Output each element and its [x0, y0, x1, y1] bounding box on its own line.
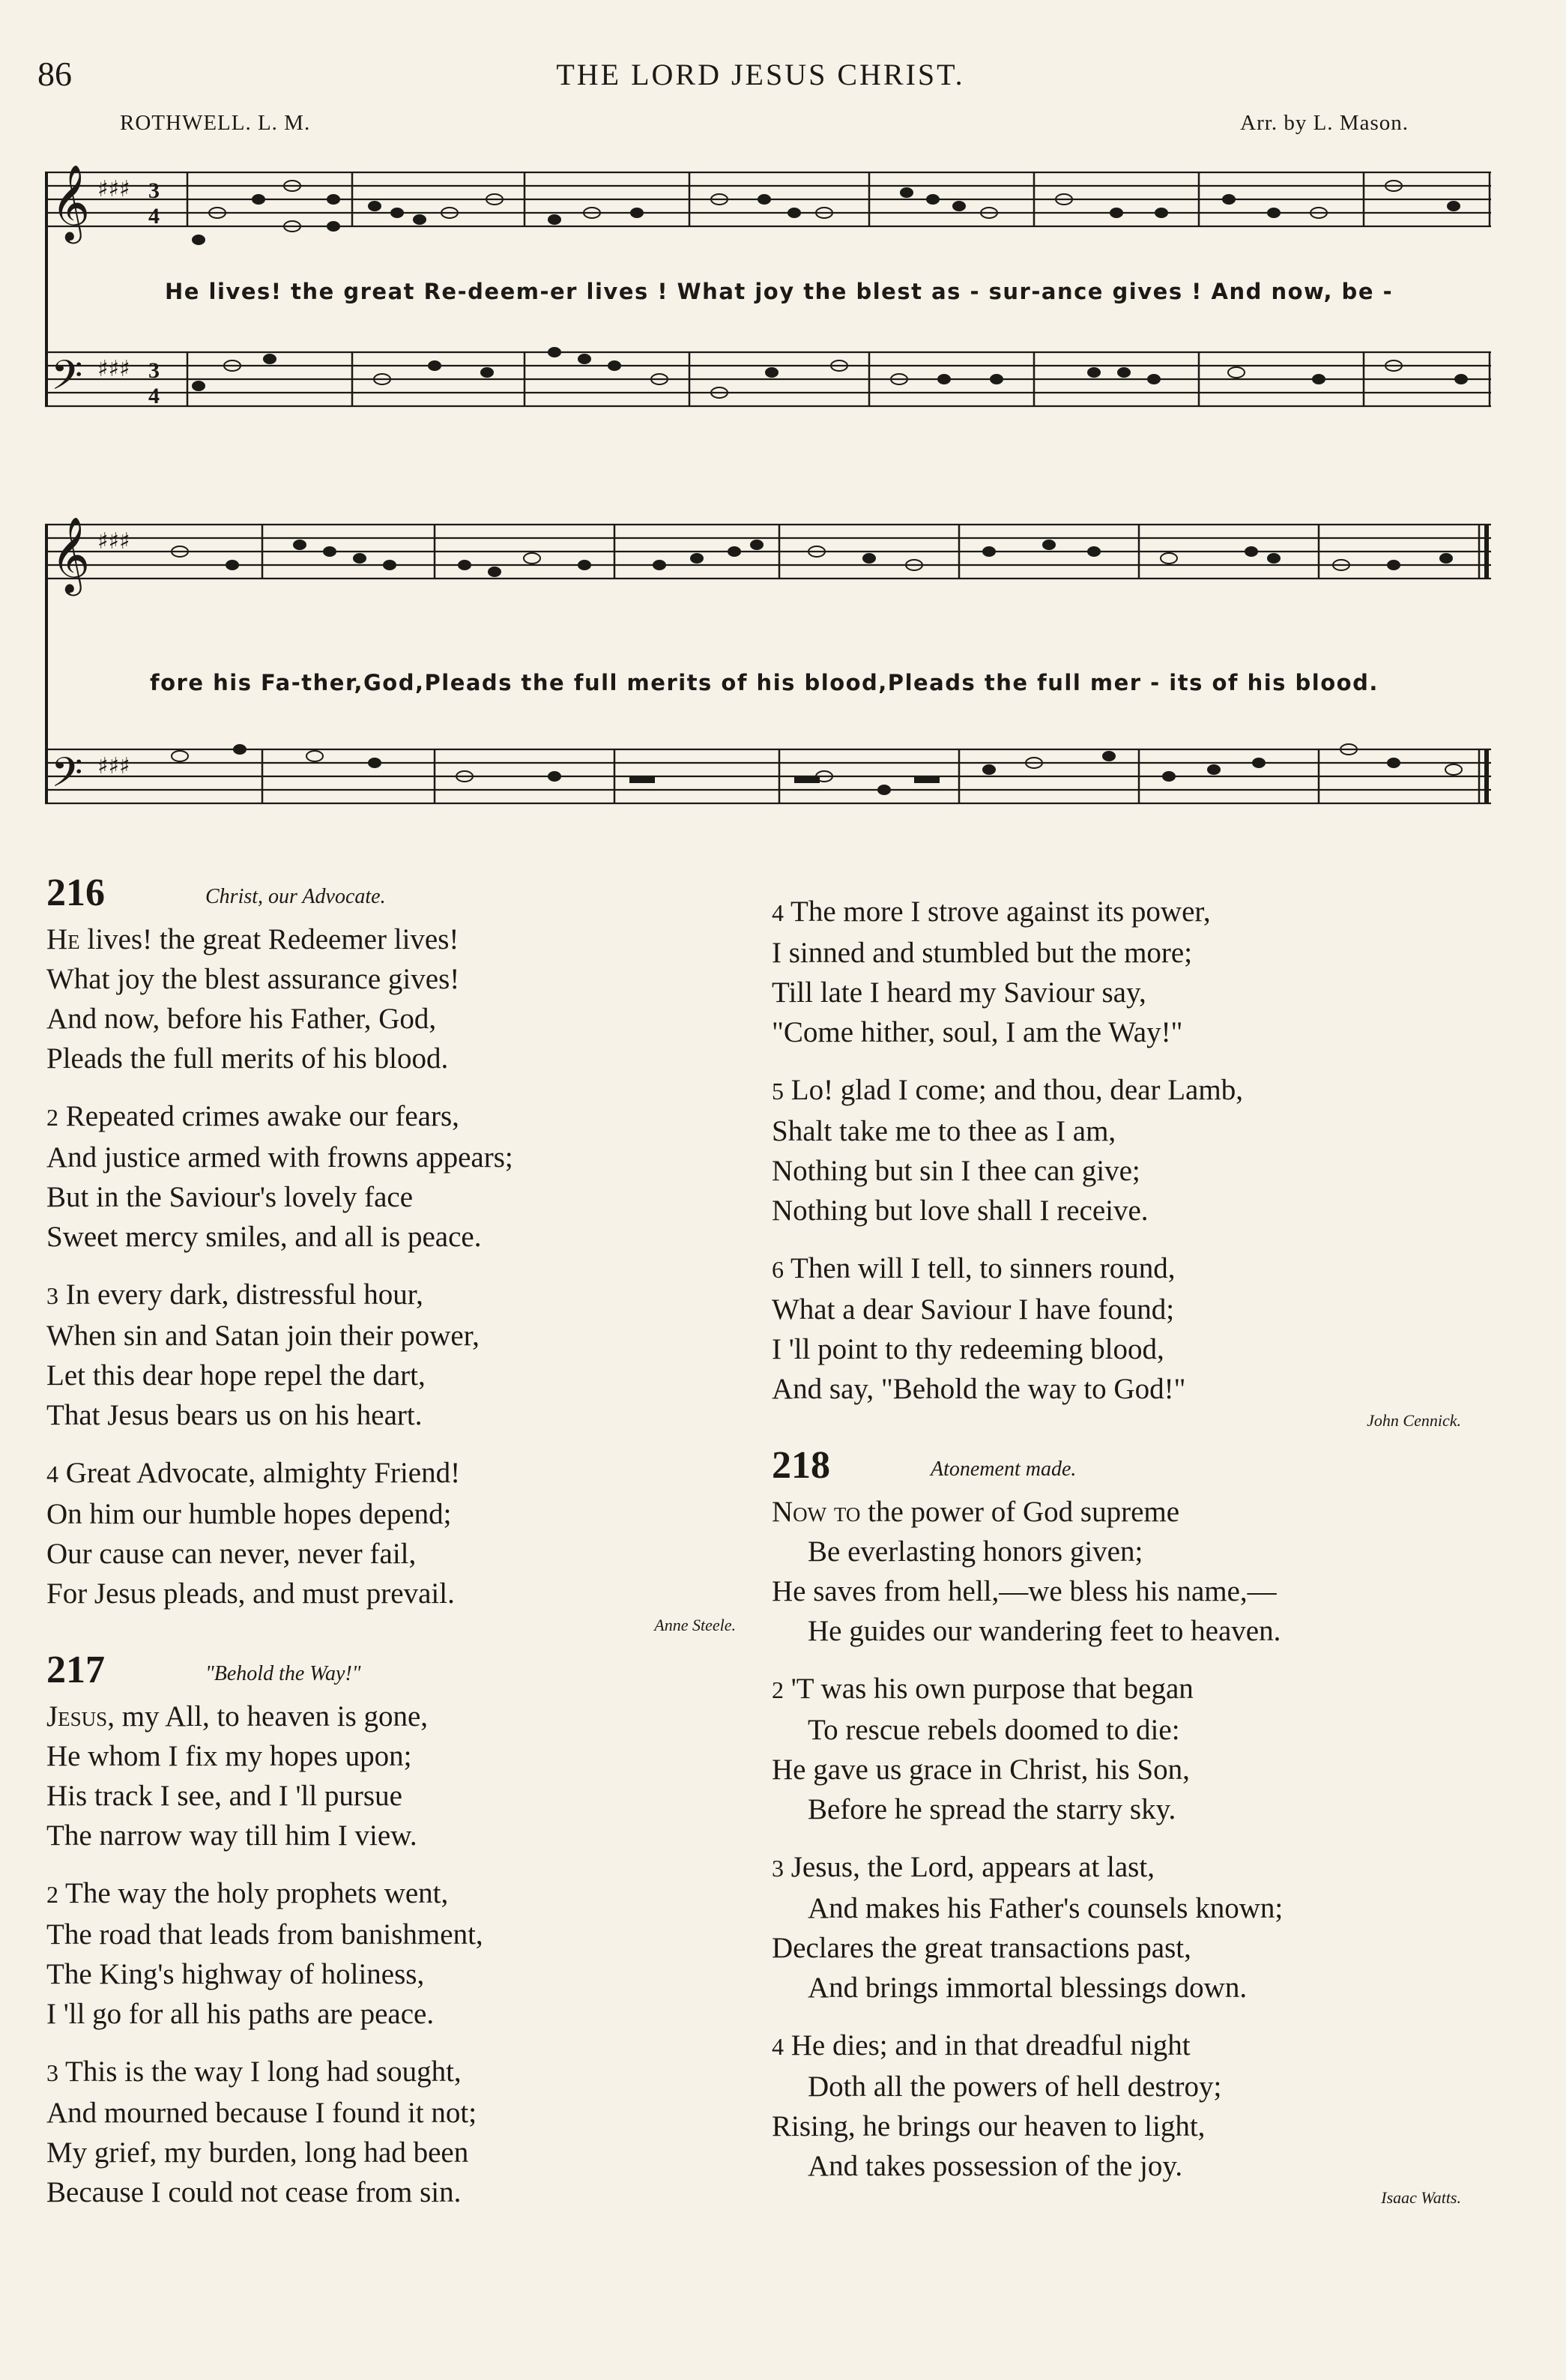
stanza-number: 5: [772, 1078, 784, 1105]
bass-clef-icon: 𝄢: [51, 351, 83, 409]
verse-line: The road that leads from banishment,: [46, 1918, 483, 1951]
hymn-number: 217: [46, 1648, 105, 1691]
verse-line: [772, 1070, 1476, 1111]
stanza: [46, 1697, 751, 1855]
line-text: Great Advocate, almighty Friend!: [65, 1456, 461, 1489]
line-text: In every dark, distressful hour,: [65, 1278, 423, 1311]
bass-staff-1: [45, 352, 1491, 406]
time-signature-icon: 3: [148, 358, 160, 383]
first-word: He: [46, 922, 80, 955]
line-text: The more I strove against its power,: [790, 895, 1211, 928]
verse-line: And justice armed with frowns appears;: [46, 1141, 513, 1174]
tune-name: ROTHWELL. L. M.: [120, 111, 311, 135]
verse-line: Shalt take me to thee as I am,: [772, 1115, 1116, 1147]
notes-treble-2: [172, 540, 1452, 576]
line-text: my All, to heaven is gone,: [121, 1700, 429, 1733]
verse-line: [46, 1096, 751, 1138]
verse-line: "Come hither, soul, I am the Way!": [772, 1016, 1183, 1048]
verse-line: [772, 2026, 1476, 2067]
verse-line: [46, 919, 751, 959]
verse-line: [46, 1275, 751, 1316]
key-signature-icon: ♯♯♯: [97, 528, 130, 555]
verse-line: For Jesus pleads, and must prevail.: [46, 1577, 455, 1610]
verse-line: Be everlasting honors given;: [808, 1535, 1143, 1568]
verse-line: [772, 1248, 1476, 1290]
verse-line: [46, 1873, 751, 1915]
verse-line: What joy the blest assurance gives!: [46, 962, 460, 995]
verse-line: And brings immortal blessings down.: [808, 1971, 1248, 2004]
time-signature-icon: 3: [148, 178, 160, 203]
stanza: [772, 1248, 1476, 1409]
time-signature-icon: 4: [148, 384, 160, 408]
line-text: Jesus, the Lord, appears at last,: [790, 1850, 1155, 1883]
stanza: [46, 1275, 751, 1435]
stanza: [46, 1453, 751, 1613]
stanza-number: 4: [46, 1460, 58, 1488]
verse-line: And now, before his Father, God,: [46, 1002, 437, 1035]
stanza: [772, 1070, 1476, 1230]
verse-line: [46, 1453, 751, 1494]
verse-line: Till late I heard my Saviour say,: [772, 976, 1146, 1009]
arranger: Arr. by L. Mason.: [1240, 111, 1409, 135]
verse-line: When sin and Satan join their power,: [46, 1319, 480, 1352]
verse-line: [772, 1847, 1476, 1888]
first-word: Jesus,: [46, 1700, 115, 1733]
verse-line: Nothing but love shall I receive.: [772, 1194, 1149, 1227]
verse-line: [772, 1492, 1476, 1532]
verse-line: My grief, my burden, long had been: [46, 2136, 469, 2169]
verse-line: I 'll go for all his paths are peace.: [46, 1997, 435, 2030]
verse-line: Let this dear hope repel the dart,: [46, 1359, 426, 1392]
key-signature-icon: ♯♯♯: [97, 176, 130, 202]
verse-line: He whom I fix my hopes upon;: [46, 1739, 412, 1772]
hymn-title: "Behold the Way!": [205, 1661, 361, 1685]
stanza: [772, 892, 1476, 1052]
verse-line: To rescue rebels doomed to die:: [808, 1713, 1180, 1746]
hymn-title: Atonement made.: [931, 1457, 1077, 1481]
line-text: 'T was his own purpose that began: [790, 1672, 1194, 1705]
right-column: [772, 892, 1476, 2220]
stanza-number: 4: [772, 2032, 784, 2060]
stanza: [46, 919, 751, 1078]
verse-line: But in the Saviour's lovely face: [46, 1180, 414, 1213]
first-word: Now to: [772, 1495, 861, 1528]
hymn-number: 218: [772, 1444, 830, 1487]
stanza: [772, 1847, 1476, 2008]
verse-line: Because I could not cease from sin.: [46, 2175, 462, 2208]
stanza: [46, 1096, 751, 1257]
line-text: This is the way I long had sought,: [65, 2055, 462, 2088]
notes-bass-1: [193, 348, 1467, 398]
barlines-2: [262, 525, 1487, 803]
treble-clef-icon: 𝄞: [51, 516, 91, 593]
running-title: THE LORD JESUS CHRIST.: [556, 58, 965, 91]
verse-line: [46, 1697, 751, 1736]
page-number: 86: [37, 55, 72, 93]
verse-line: I 'll point to thy redeeming blood,: [772, 1333, 1164, 1365]
hymn-author: Anne Steele.: [654, 1615, 736, 1634]
stanza: [772, 1669, 1476, 1829]
stanza-number: 4: [772, 899, 784, 926]
left-column: [46, 871, 751, 2230]
verse-line: [46, 2052, 751, 2093]
verse-line: Before he spread the starry sky.: [808, 1792, 1176, 1825]
hymn-title: Christ, our Advocate.: [205, 884, 386, 908]
stanza-number: 2: [46, 1103, 58, 1131]
stanza-number: 3: [46, 2059, 58, 2086]
line-text: Then will I tell, to sinners round,: [790, 1252, 1176, 1284]
lyrics-line-2: fore his Fa-ther,God,Pleads the full merits of his blood,Pleads the full mer - its of his blood.: [150, 670, 1379, 695]
verse-line: I sinned and stumbled but the more;: [772, 937, 1193, 969]
verse-line: Rising, he brings our heaven to light,: [772, 2109, 1206, 2142]
hymn-218-heading: [772, 1443, 1476, 1492]
verse-line: And mourned because I found it not;: [46, 2096, 477, 2129]
verse-line: The narrow way till him I view.: [46, 1819, 417, 1852]
line-text: lives! the great Redeemer lives!: [87, 922, 459, 955]
stanza-number: 3: [772, 1854, 784, 1882]
verse-line: The King's highway of holiness,: [46, 1957, 425, 1990]
stanza-number: 2: [46, 1880, 58, 1908]
line-text: Lo! glad I come; and thou, dear Lamb,: [790, 1074, 1243, 1106]
verse-line: And say, "Behold the way to God!": [772, 1373, 1186, 1405]
verse-line: He guides our wandering feet to heaven.: [808, 1614, 1281, 1647]
treble-clef-icon: 𝄞: [51, 163, 91, 241]
hymn-number: 216: [46, 872, 105, 914]
line-text: He dies; and in that dreadful night: [790, 2029, 1191, 2062]
lyrics-line-1: He lives! the great Re-deem-er lives ! What joy the blest as - sur-ance gives ! And now, be -: [165, 279, 1394, 304]
key-signature-icon: ♯♯♯: [97, 753, 130, 779]
verse-line: Doth all the powers of hell destroy;: [808, 2070, 1222, 2103]
verse-line: He saves from hell,—we bless his name,—: [772, 1574, 1277, 1607]
verse-line: His track I see, and I 'll pursue: [46, 1779, 402, 1812]
verse-line: Pleads the full merits of his blood.: [46, 1042, 449, 1075]
stanza: [46, 1873, 751, 2034]
verse-line: [772, 1669, 1476, 1710]
key-signature-icon: ♯♯♯: [97, 356, 130, 382]
verse-line: That Jesus bears us on his heart.: [46, 1398, 423, 1431]
hymn-216-heading: [46, 871, 751, 919]
verse-line: What a dear Saviour I have found;: [772, 1293, 1175, 1326]
verse-line: Sweet mercy smiles, and all is peace.: [46, 1220, 482, 1253]
hymn-author: Isaac Watts.: [1381, 2187, 1461, 2207]
stanza-number: 3: [46, 1281, 58, 1309]
verse-line: [772, 892, 1476, 933]
hymn-author: John Cennick.: [1367, 1411, 1461, 1430]
verse-line: On him our humble hopes depend;: [46, 1497, 452, 1530]
verse-line: Declares the great transactions past,: [772, 1931, 1191, 1964]
stanza-number: 2: [772, 1676, 784, 1703]
stanza: [772, 1492, 1476, 1651]
stanza: [772, 2026, 1476, 2186]
line-text: the power of God supreme: [868, 1495, 1180, 1528]
page-header: [37, 54, 1484, 99]
stanza-number: 6: [772, 1256, 784, 1283]
notes-bass-2: [172, 744, 1462, 794]
verse-line: Nothing but sin I thee can give;: [772, 1155, 1140, 1187]
stanza: [46, 2052, 751, 2212]
bass-clef-icon: 𝄢: [51, 749, 83, 806]
hymn-217-heading: [46, 1648, 751, 1697]
verse-line: Our cause can never, never fail,: [46, 1537, 417, 1570]
rests-2: [629, 776, 940, 783]
line-text: Repeated crimes awake our fears,: [65, 1099, 459, 1132]
line-text: The way the holy prophets went,: [65, 1876, 449, 1909]
time-signature-icon: 4: [148, 204, 160, 229]
verse-line: And takes possession of the joy.: [808, 2149, 1183, 2182]
verse-line: And makes his Father's counsels known;: [808, 1891, 1284, 1924]
verse-line: He gave us grace in Christ, his Son,: [772, 1753, 1190, 1786]
